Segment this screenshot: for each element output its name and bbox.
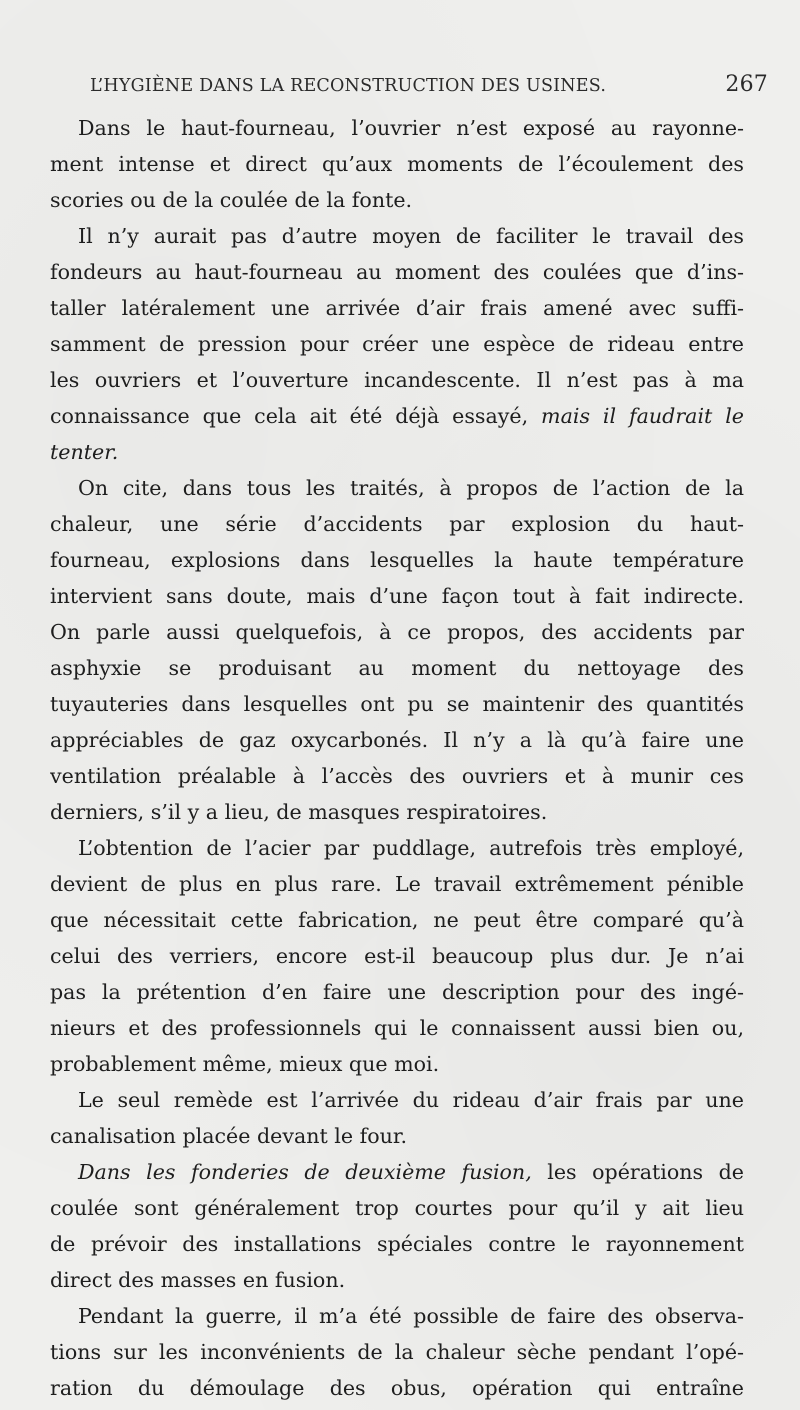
text-line xyxy=(50,1082,744,1118)
text-line xyxy=(50,1262,744,1298)
text-segment: On cite, dans tous les traités, à propos de l’action de la xyxy=(78,476,744,500)
text-segment: taller latéralement une arrivée d’air frais amené avec suffi- xyxy=(50,296,744,320)
text-line xyxy=(50,578,744,614)
text-segment: direct des masses en fusion. xyxy=(50,1268,346,1292)
text-segment: appréciables de gaz oxycarbonés. Il n’y a là qu’à faire une xyxy=(50,728,744,752)
text-line xyxy=(50,506,744,542)
text-line xyxy=(50,362,744,398)
text-line xyxy=(50,830,744,866)
text-segment: les ouvriers et l’ouverture incandescente. Il n’est pas à ma xyxy=(50,368,744,392)
text-segment: Le seul remède est l’arrivée du rideau d’air frais par une xyxy=(78,1088,744,1112)
text-segment: que nécessitait cette fabrication, ne peut être comparé qu’à xyxy=(50,908,744,932)
text-line xyxy=(50,146,744,182)
text-segment: ventilation préalable à l’accès des ouvriers et à munir ces xyxy=(50,764,744,788)
text-segment: nieurs et des professionnels qui le connaissent aussi bien ou, xyxy=(50,1016,744,1040)
text-segment: tions sur les inconvénients de la chaleur sèche pendant l’opé- xyxy=(50,1340,744,1364)
italic-text: Dans les fonderies de deuxième fusion, xyxy=(78,1160,532,1184)
text-segment: L’obtention de l’acier par puddlage, autrefois très employé, xyxy=(78,836,744,860)
text-segment: Dans le haut-fourneau, l’ouvrier n’est exposé au rayonne- xyxy=(78,116,744,140)
text-line xyxy=(50,1370,744,1406)
running-head xyxy=(90,72,768,102)
text-line xyxy=(50,1154,744,1190)
text-segment: ment intense et direct qu’aux moments de l’écoulement des xyxy=(50,152,744,176)
text-segment: On parle aussi quelquefois, à ce propos, des accidents par xyxy=(50,620,744,644)
text-line xyxy=(50,614,744,650)
text-line xyxy=(50,1334,744,1370)
text-segment: connaissance que cela ait été déjà essayé, xyxy=(50,404,542,428)
body-text xyxy=(50,110,744,1406)
text-line xyxy=(50,866,744,902)
text-segment: Il n’y aurait pas d’autre moyen de faciliter le travail des xyxy=(78,224,744,248)
text-segment: coulée sont généralement trop courtes pour qu’il y ait lieu xyxy=(50,1196,744,1220)
text-line xyxy=(50,794,744,830)
text-line xyxy=(50,110,744,146)
italic-text: tenter. xyxy=(50,440,119,464)
text-segment: tuyauteries dans lesquelles ont pu se maintenir des quantités xyxy=(50,692,744,716)
text-line xyxy=(50,902,744,938)
text-segment: Pendant la guerre, il m’a été possible de faire des observa- xyxy=(78,1304,744,1328)
text-line xyxy=(50,434,744,470)
text-line xyxy=(50,1190,744,1226)
text-segment: asphyxie se produisant au moment du nettoyage des xyxy=(50,656,744,680)
text-line xyxy=(50,254,744,290)
text-line xyxy=(50,650,744,686)
text-segment: chaleur, une série d’accidents par explosion du haut- xyxy=(50,512,744,536)
text-line xyxy=(50,1118,744,1154)
text-segment: derniers, s’il y a lieu, de masques respiratoires. xyxy=(50,800,548,824)
text-segment: fondeurs au haut-fourneau au moment des coulées que d’ins- xyxy=(50,260,744,284)
text-line xyxy=(50,1226,744,1262)
text-line xyxy=(50,722,744,758)
text-line xyxy=(50,218,744,254)
text-segment: probablement même, mieux que moi. xyxy=(50,1052,440,1076)
text-line xyxy=(50,398,744,434)
italic-text: mais il faudrait le xyxy=(541,404,744,428)
text-segment: devient de plus en plus rare. Le travail extrêmement pénible xyxy=(50,872,744,896)
text-line xyxy=(50,182,744,218)
running-head-title: L’HYGIÈNE DANS LA RECONSTRUCTION DES USINES. xyxy=(90,76,607,96)
text-segment: scories ou de la coulée de la fonte. xyxy=(50,188,413,212)
text-segment: de prévoir des installations spéciales contre le rayonnement xyxy=(50,1232,744,1256)
text-segment: canalisation placée devant le four. xyxy=(50,1124,408,1148)
text-line xyxy=(50,1010,744,1046)
text-segment: celui des verriers, encore est-il beaucoup plus dur. Je n’ai xyxy=(50,944,744,968)
text-line xyxy=(50,686,744,722)
text-line xyxy=(50,758,744,794)
text-segment: samment de pression pour créer une espèce de rideau entre xyxy=(50,332,744,356)
text-segment: les opérations de xyxy=(531,1160,744,1184)
text-line xyxy=(50,974,744,1010)
text-line xyxy=(50,1046,744,1082)
text-line xyxy=(50,1298,744,1334)
text-line xyxy=(50,470,744,506)
text-segment: ration du démoulage des obus, opération qui entraîne xyxy=(50,1376,744,1400)
page-number: 267 xyxy=(725,72,768,97)
text-line xyxy=(50,326,744,362)
text-line xyxy=(50,290,744,326)
text-line xyxy=(50,938,744,974)
text-segment: intervient sans doute, mais d’une façon tout à fait indirecte. xyxy=(50,584,744,608)
text-segment: fourneau, explosions dans lesquelles la haute température xyxy=(50,548,744,572)
text-segment: pas la prétention d’en faire une description pour des ingé- xyxy=(50,980,744,1004)
text-line xyxy=(50,542,744,578)
